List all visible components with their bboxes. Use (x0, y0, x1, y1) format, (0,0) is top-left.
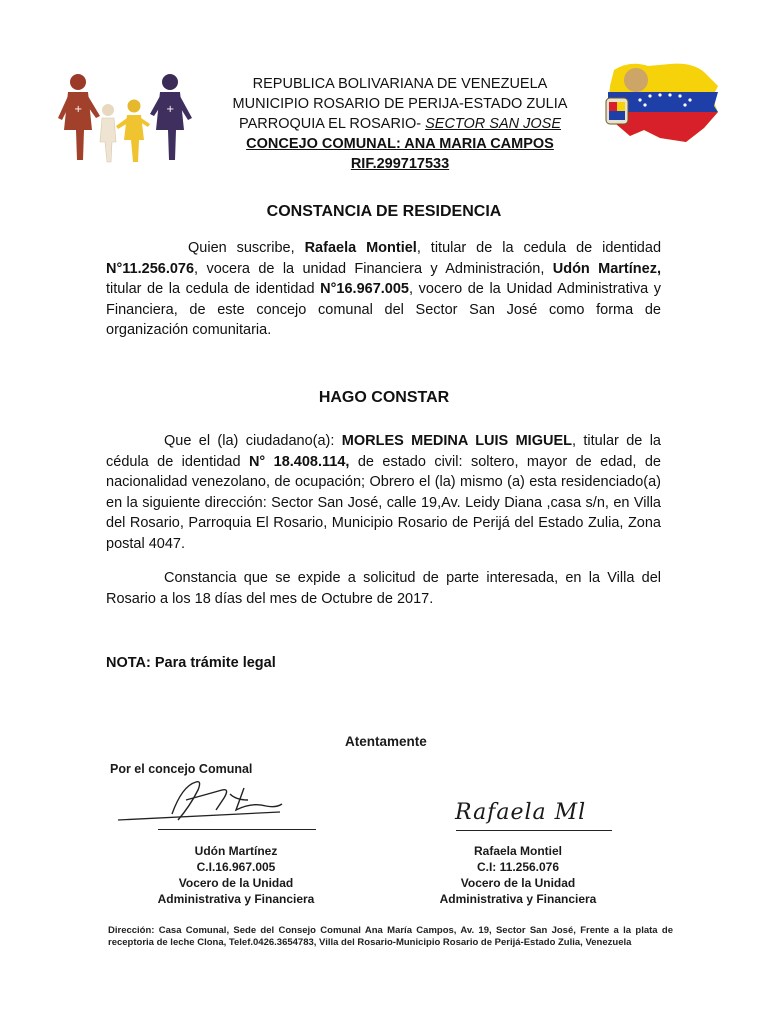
intro-text-5: , vocero de la Unidad Administrativa y Financiera, de este concejo comunal del Sector San José como forma de organización comunitaria. (106, 281, 661, 338)
cert-text-1: Que el (la) ciudadano(a): (164, 433, 342, 449)
intro-text-1: Quien suscribe, (188, 240, 305, 256)
left-signer-ci: C.I.16.967.005 (196, 860, 276, 874)
signed-by-label: Por el concejo Comunal (110, 762, 253, 776)
signer-name-1: Rafaela Montiel (304, 240, 417, 256)
letterhead (200, 74, 600, 174)
header-line-parish (200, 114, 600, 134)
issuance-text: Constancia que se expide a solicitud de parte interesada, en la Villa del Rosario a los 18 días del mes de Octubre de 2017. (106, 570, 661, 607)
issuance-paragraph (106, 568, 661, 609)
note: NOTA: Para trámite legal (106, 655, 276, 671)
right-signer-role-1: Vocero de la Unidad (460, 876, 576, 890)
right-signer-name: Rafaela Montiel (473, 844, 563, 858)
address-footer: Dirección: Casa Comunal, Sede del Consejo Comunal Ana María Campos, Av. 19, Sector San José, Frente a la plata de receptoria de leche Clona, Telef.0426.3654783, Villa del Rosario-Municipio Rosario de Perijá-Estado Zulia, Venezuela (108, 925, 673, 948)
intro-text-2: , titular de la cedula de identidad (416, 240, 662, 256)
cert-text-3: de estado civil: soltero, mayor de edad, de nacionalidad venezolano, de ocupación; Obrero el (la) mismo (a) esta residenciado(a) en la siguiente dirección: Sector San José, calle 19,Av. Leidy Diana ,casa s/n, en Villa del Rosario, Parroquia El Rosario, Municipio Rosario de Perijá del Estado Zulia, Zona postal 4047. (106, 453, 661, 552)
left-signer-role-1: Vocero de la Unidad (178, 876, 294, 890)
left-signer-role-2: Administrativa y Financiera (157, 892, 315, 906)
signature-udon-martinez (112, 770, 312, 832)
signer-name-2: Udón Martínez, (552, 260, 661, 277)
left-signer-name: Udón Martínez (194, 844, 278, 858)
closing-text: Atentamente (345, 734, 427, 749)
header-sector: SECTOR SAN JOSE (425, 116, 562, 132)
intro-text-3: , vocera de la unidad Financiera y Administración, (194, 260, 553, 277)
resident-name: MORLES MEDINA LUIS MIGUEL (341, 433, 572, 449)
header-parish-label: PARROQUIA EL ROSARIO- (238, 116, 426, 132)
signature-rafaela-montiel: Rafaela Ml (455, 800, 587, 825)
intro-text-4: titular de la cedula de identidad (106, 281, 321, 297)
family-figures-logo (58, 68, 198, 168)
signer-id-1: N°11.256.076 (106, 260, 195, 277)
header-line-municipality: MUNICIPIO ROSARIO DE PERIJA-ESTADO ZULIA (232, 96, 568, 112)
document-title: CONSTANCIA DE RESIDENCIA (266, 203, 502, 220)
header-line-country: REPUBLICA BOLIVARIANA DE VENEZUELA (252, 76, 548, 92)
header-rif: RIF.299717533 (350, 156, 450, 172)
left-signer-details (128, 843, 344, 907)
intro-paragraph (106, 238, 661, 341)
cert-text-2: , titular de la cédula de identidad (106, 433, 661, 470)
right-signer-ci: C.I: 11.256.076 (476, 860, 560, 874)
signature-line-left (158, 829, 316, 830)
section-title: HAGO CONSTAR (318, 389, 450, 406)
resident-id: N° 18.408.114, (248, 453, 350, 470)
svg-text:+: + (74, 104, 83, 115)
right-signer-role-2: Administrativa y Financiera (439, 892, 597, 906)
header-council: CONCEJO COMUNAL: ANA MARIA CAMPOS (246, 136, 554, 152)
right-signer-details (408, 843, 628, 907)
svg-text:+: + (166, 104, 175, 115)
venezuela-flag-map-logo (600, 58, 722, 144)
signer-id-2: N°16.967.005 (320, 281, 409, 297)
certification-paragraph (106, 431, 661, 554)
signature-line-right (456, 830, 612, 831)
